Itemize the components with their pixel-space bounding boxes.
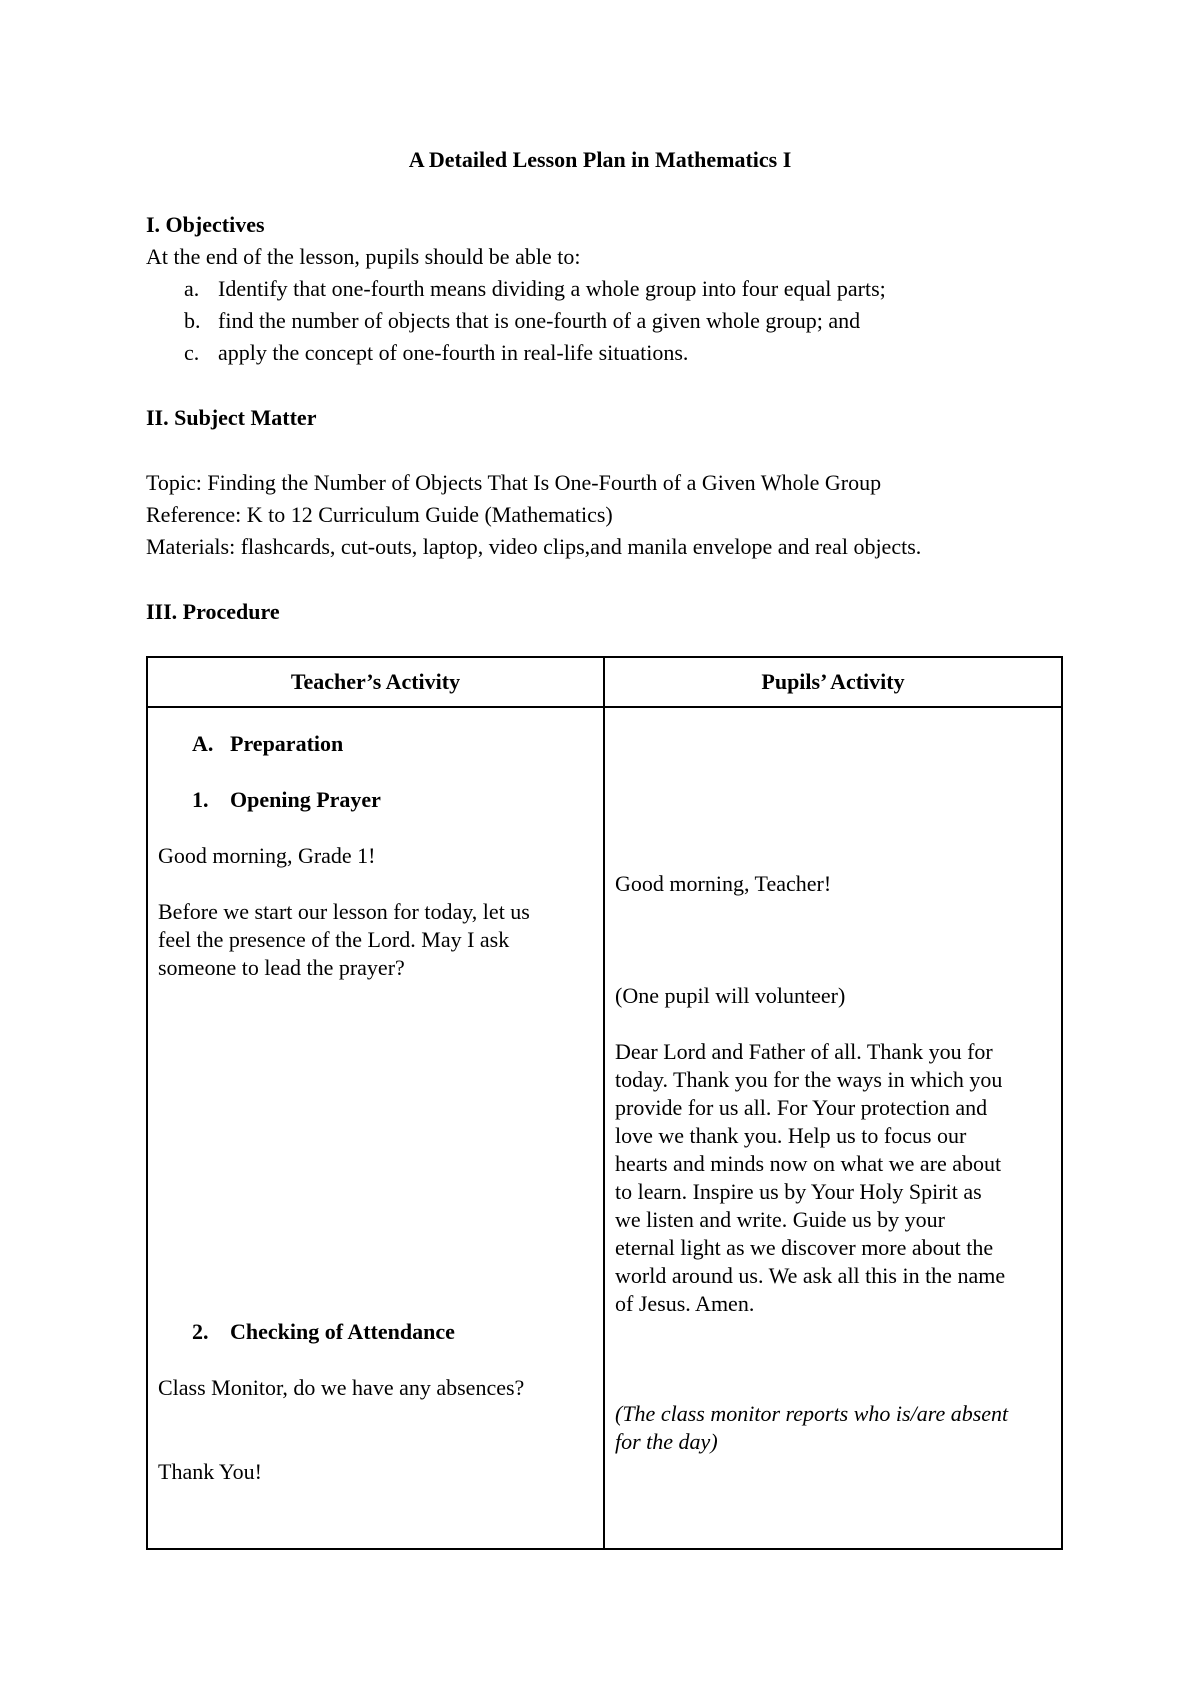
objective-text: find the number of objects that is one-fourth of a given whole group; and <box>218 308 861 333</box>
procedure-table-header <box>147 657 1062 707</box>
objective-letter: c. <box>184 340 200 365</box>
objective-item-c <box>184 339 688 367</box>
procedure-heading: III. Procedure <box>146 599 280 624</box>
item-number: 1. <box>192 787 209 812</box>
subject-matter-heading: II. Subject Matter <box>146 405 317 430</box>
pupils-prayer-line: to learn. Inspire us by Your Holy Spirit as <box>615 1179 982 1204</box>
pupils-prayer-line: of Jesus. Amen. <box>615 1291 755 1316</box>
section-title: Preparation <box>230 731 344 756</box>
pupils-volunteer: (One pupil will volunteer) <box>615 983 846 1008</box>
pupils-prayer-line: eternal light as we discover more about the <box>615 1235 994 1260</box>
pupils-prayer-line: Dear Lord and Father of all. Thank you for <box>615 1039 993 1064</box>
column-header-pupils: Pupils’ Activity <box>604 657 1062 707</box>
subject-topic: Topic: Finding the Number of Objects That Is One-Fourth of a Given Whole Group <box>146 470 882 495</box>
pupils-prayer-line: provide for us all. For Your protection and <box>615 1095 988 1120</box>
column-header-teacher: Teacher’s Activity <box>147 657 604 707</box>
pupils-prayer-line: today. Thank you for the ways in which you <box>615 1067 1003 1092</box>
subject-reference: Reference: K to 12 Curriculum Guide (Mathematics) <box>146 502 613 527</box>
pupils-greeting: Good morning, Teacher! <box>615 871 832 896</box>
teacher-prayer-line-3: someone to lead the prayer? <box>158 955 405 980</box>
attendance-question: Class Monitor, do we have any absences? <box>158 1375 525 1400</box>
teacher-prayer-line-1: Before we start our lesson for today, let us <box>158 899 530 924</box>
objective-text: apply the concept of one-fourth in real-life situations. <box>218 340 689 365</box>
teacher-prayer-line-2: feel the presence of the Lord. May I ask <box>158 927 510 952</box>
pupils-prayer-line: hearts and minds now on what we are about <box>615 1151 1002 1176</box>
teacher-greeting: Good morning, Grade 1! <box>158 843 376 868</box>
monitor-report-line-2: for the day) <box>615 1429 718 1454</box>
item-opening-prayer <box>192 786 381 814</box>
pupils-prayer-line: love we thank you. Help us to focus our <box>615 1123 967 1148</box>
item-number: 2. <box>192 1319 209 1344</box>
monitor-report-line-1: (The class monitor reports who is/are absent <box>615 1401 1009 1426</box>
section-number: A. <box>192 731 214 756</box>
subject-materials: Materials: flashcards, cut-outs, laptop, video clips,and manila envelope and real objects. <box>146 534 922 559</box>
objectives-heading: I. Objectives <box>146 212 265 237</box>
objective-letter: b. <box>184 308 201 333</box>
objectives-intro: At the end of the lesson, pupils should be able to: <box>146 244 581 269</box>
objective-text: Identify that one-fourth means dividing a whole group into four equal parts; <box>218 276 886 301</box>
pupils-prayer-line: world around us. We ask all this in the name <box>615 1263 1006 1288</box>
section-preparation <box>192 730 343 758</box>
objective-item-b <box>184 307 860 335</box>
document-title: A Detailed Lesson Plan in Mathematics I <box>408 147 792 172</box>
item-checking-attendance <box>192 1318 455 1346</box>
objective-item-a <box>184 275 886 303</box>
pupils-activity-cell <box>604 707 1062 1549</box>
item-title: Checking of Attendance <box>230 1319 455 1344</box>
teacher-activity-cell <box>147 707 604 1549</box>
procedure-table-row <box>147 707 1062 1549</box>
procedure-table <box>146 656 1063 1550</box>
teacher-thanks: Thank You! <box>158 1459 262 1484</box>
objective-letter: a. <box>184 276 200 301</box>
item-title: Opening Prayer <box>230 787 381 812</box>
pupils-prayer-line: we listen and write. Guide us by your <box>615 1207 945 1232</box>
